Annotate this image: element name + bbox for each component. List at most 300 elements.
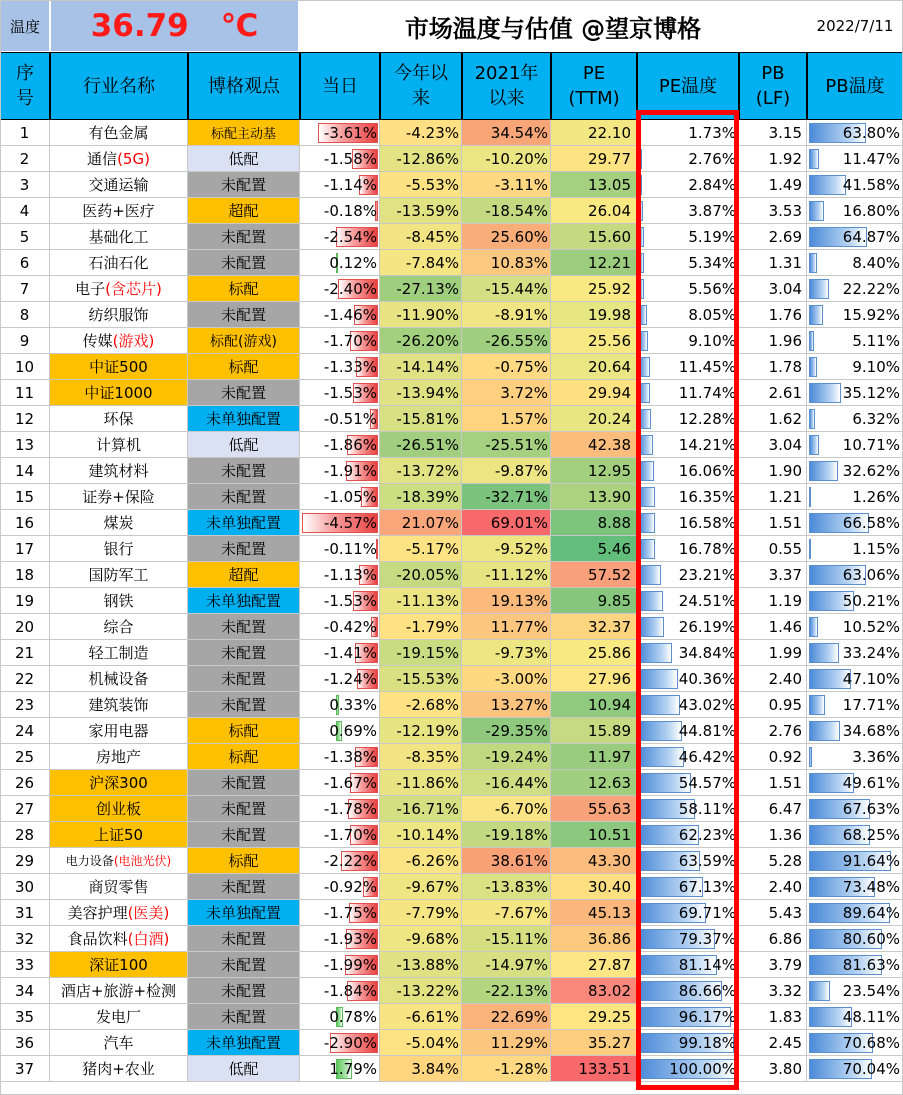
- cell-pe-ttm[interactable]: [551, 198, 637, 224]
- cell-pe-temperature[interactable]: [637, 900, 739, 926]
- cell-industry-name[interactable]: [50, 926, 188, 952]
- cell-row-number[interactable]: [0, 510, 50, 536]
- cell-since-2021[interactable]: [462, 120, 551, 146]
- cell-industry-name[interactable]: [50, 1004, 188, 1030]
- cell-industry-name[interactable]: [50, 952, 188, 978]
- cell-ytd[interactable]: [380, 536, 462, 562]
- cell-view[interactable]: [188, 328, 300, 354]
- cell-ytd[interactable]: [380, 276, 462, 302]
- cell-day-change[interactable]: [300, 146, 380, 172]
- cell-pe-temperature[interactable]: [637, 120, 739, 146]
- cell-industry-name[interactable]: [50, 120, 188, 146]
- cell-pb-lf[interactable]: [739, 458, 807, 484]
- cell-industry-name[interactable]: [50, 666, 188, 692]
- cell-pe-ttm[interactable]: [551, 666, 637, 692]
- cell-pb-temperature[interactable]: [807, 302, 903, 328]
- cell-day-change[interactable]: [300, 770, 380, 796]
- cell-view[interactable]: [188, 562, 300, 588]
- cell-row-number[interactable]: [0, 1056, 50, 1082]
- cell-pe-temperature[interactable]: [637, 458, 739, 484]
- cell-day-change[interactable]: [300, 406, 380, 432]
- cell-pe-ttm[interactable]: [551, 1030, 637, 1056]
- cell-industry-name[interactable]: [50, 744, 188, 770]
- cell-industry-name[interactable]: [50, 874, 188, 900]
- cell-pe-ttm[interactable]: [551, 146, 637, 172]
- cell-pe-temperature[interactable]: [637, 978, 739, 1004]
- cell-pb-temperature[interactable]: [807, 250, 903, 276]
- cell-row-number[interactable]: [0, 302, 50, 328]
- cell-view[interactable]: [188, 302, 300, 328]
- cell-row-number[interactable]: [0, 978, 50, 1004]
- cell-day-change[interactable]: [300, 588, 380, 614]
- cell-pe-ttm[interactable]: [551, 1004, 637, 1030]
- cell-view[interactable]: [188, 380, 300, 406]
- column-header-col-industry[interactable]: [50, 52, 188, 120]
- cell-pb-temperature[interactable]: [807, 744, 903, 770]
- cell-since-2021[interactable]: [462, 666, 551, 692]
- cell-pb-temperature[interactable]: [807, 822, 903, 848]
- cell-pb-temperature[interactable]: [807, 692, 903, 718]
- cell-ytd[interactable]: [380, 146, 462, 172]
- cell-view[interactable]: [188, 874, 300, 900]
- cell-industry-name[interactable]: [50, 224, 188, 250]
- cell-pe-temperature[interactable]: [637, 146, 739, 172]
- cell-industry-name[interactable]: [50, 562, 188, 588]
- cell-pb-temperature[interactable]: [807, 770, 903, 796]
- cell-view[interactable]: [188, 692, 300, 718]
- sheet-title[interactable]: 市场温度与估值 @望京博格: [299, 0, 807, 52]
- cell-view[interactable]: [188, 250, 300, 276]
- cell-pe-ttm[interactable]: [551, 536, 637, 562]
- cell-pe-temperature[interactable]: [637, 640, 739, 666]
- cell-pb-lf[interactable]: [739, 978, 807, 1004]
- cell-pb-lf[interactable]: [739, 770, 807, 796]
- cell-row-number[interactable]: [0, 822, 50, 848]
- cell-row-number[interactable]: [0, 614, 50, 640]
- cell-pb-lf[interactable]: [739, 952, 807, 978]
- cell-industry-name[interactable]: [50, 406, 188, 432]
- cell-ytd[interactable]: [380, 692, 462, 718]
- cell-ytd[interactable]: [380, 744, 462, 770]
- cell-day-change[interactable]: [300, 328, 380, 354]
- cell-row-number[interactable]: [0, 458, 50, 484]
- cell-pe-temperature[interactable]: [637, 796, 739, 822]
- cell-since-2021[interactable]: [462, 302, 551, 328]
- cell-pe-ttm[interactable]: [551, 380, 637, 406]
- cell-pb-lf[interactable]: [739, 536, 807, 562]
- cell-day-change[interactable]: [300, 198, 380, 224]
- cell-pe-ttm[interactable]: [551, 458, 637, 484]
- cell-pb-lf[interactable]: [739, 562, 807, 588]
- cell-pb-temperature[interactable]: [807, 172, 903, 198]
- cell-view[interactable]: [188, 146, 300, 172]
- cell-industry-name[interactable]: [50, 822, 188, 848]
- cell-pe-temperature[interactable]: [637, 1056, 739, 1082]
- cell-row-number[interactable]: [0, 354, 50, 380]
- cell-row-number[interactable]: [0, 406, 50, 432]
- cell-view[interactable]: [188, 952, 300, 978]
- cell-ytd[interactable]: [380, 354, 462, 380]
- cell-ytd[interactable]: [380, 458, 462, 484]
- cell-pe-ttm[interactable]: [551, 588, 637, 614]
- cell-since-2021[interactable]: [462, 562, 551, 588]
- cell-pe-temperature[interactable]: [637, 874, 739, 900]
- cell-view[interactable]: [188, 354, 300, 380]
- cell-view[interactable]: [188, 224, 300, 250]
- cell-view[interactable]: [188, 796, 300, 822]
- cell-view[interactable]: [188, 614, 300, 640]
- cell-since-2021[interactable]: [462, 432, 551, 458]
- cell-pb-temperature[interactable]: [807, 432, 903, 458]
- cell-pb-temperature[interactable]: [807, 510, 903, 536]
- cell-view[interactable]: [188, 510, 300, 536]
- cell-pb-temperature[interactable]: [807, 978, 903, 1004]
- cell-pe-ttm[interactable]: [551, 952, 637, 978]
- cell-since-2021[interactable]: [462, 354, 551, 380]
- cell-industry-name[interactable]: [50, 250, 188, 276]
- cell-row-number[interactable]: [0, 562, 50, 588]
- cell-pe-temperature[interactable]: [637, 302, 739, 328]
- cell-pe-temperature[interactable]: [637, 926, 739, 952]
- cell-pe-temperature[interactable]: [637, 510, 739, 536]
- cell-pb-temperature[interactable]: [807, 380, 903, 406]
- cell-view[interactable]: [188, 640, 300, 666]
- cell-view[interactable]: [188, 198, 300, 224]
- cell-since-2021[interactable]: [462, 588, 551, 614]
- cell-pe-ttm[interactable]: [551, 900, 637, 926]
- cell-view[interactable]: [188, 978, 300, 1004]
- cell-ytd[interactable]: [380, 510, 462, 536]
- cell-industry-name[interactable]: [50, 198, 188, 224]
- cell-day-change[interactable]: [300, 848, 380, 874]
- cell-pb-lf[interactable]: [739, 250, 807, 276]
- cell-pb-temperature[interactable]: [807, 146, 903, 172]
- cell-view[interactable]: [188, 406, 300, 432]
- cell-industry-name[interactable]: [50, 510, 188, 536]
- cell-day-change[interactable]: [300, 952, 380, 978]
- cell-since-2021[interactable]: [462, 484, 551, 510]
- cell-industry-name[interactable]: [50, 536, 188, 562]
- cell-day-change[interactable]: [300, 120, 380, 146]
- cell-pb-lf[interactable]: [739, 822, 807, 848]
- cell-industry-name[interactable]: [50, 328, 188, 354]
- cell-day-change[interactable]: [300, 484, 380, 510]
- cell-pe-ttm[interactable]: [551, 562, 637, 588]
- cell-since-2021[interactable]: [462, 1004, 551, 1030]
- cell-pb-lf[interactable]: [739, 198, 807, 224]
- cell-day-change[interactable]: [300, 614, 380, 640]
- cell-since-2021[interactable]: [462, 510, 551, 536]
- cell-pe-temperature[interactable]: [637, 354, 739, 380]
- cell-day-change[interactable]: [300, 796, 380, 822]
- cell-day-change[interactable]: [300, 718, 380, 744]
- cell-row-number[interactable]: [0, 640, 50, 666]
- cell-since-2021[interactable]: [462, 822, 551, 848]
- cell-industry-name[interactable]: [50, 354, 188, 380]
- cell-view[interactable]: [188, 848, 300, 874]
- cell-day-change[interactable]: [300, 822, 380, 848]
- column-header-col-view[interactable]: [188, 52, 300, 120]
- cell-since-2021[interactable]: [462, 328, 551, 354]
- cell-industry-name[interactable]: [50, 588, 188, 614]
- cell-day-change[interactable]: [300, 458, 380, 484]
- column-header-col-pb-lf[interactable]: [739, 52, 807, 120]
- cell-since-2021[interactable]: [462, 718, 551, 744]
- cell-ytd[interactable]: [380, 770, 462, 796]
- cell-industry-name[interactable]: [50, 978, 188, 1004]
- cell-ytd[interactable]: [380, 250, 462, 276]
- cell-day-change[interactable]: [300, 666, 380, 692]
- cell-industry-name[interactable]: [50, 796, 188, 822]
- cell-pe-temperature[interactable]: [637, 744, 739, 770]
- column-header-col-pe-ttm[interactable]: [551, 52, 637, 120]
- cell-pe-temperature[interactable]: [637, 172, 739, 198]
- cell-row-number[interactable]: [0, 718, 50, 744]
- cell-pb-temperature[interactable]: [807, 328, 903, 354]
- cell-ytd[interactable]: [380, 380, 462, 406]
- column-header-col-pb-temperature[interactable]: [807, 52, 903, 120]
- cell-pe-ttm[interactable]: [551, 328, 637, 354]
- cell-pe-ttm[interactable]: [551, 796, 637, 822]
- cell-since-2021[interactable]: [462, 848, 551, 874]
- cell-pb-lf[interactable]: [739, 432, 807, 458]
- cell-industry-name[interactable]: [50, 1056, 188, 1082]
- cell-ytd[interactable]: [380, 666, 462, 692]
- cell-ytd[interactable]: [380, 874, 462, 900]
- cell-ytd[interactable]: [380, 900, 462, 926]
- cell-pb-lf[interactable]: [739, 510, 807, 536]
- cell-pe-ttm[interactable]: [551, 250, 637, 276]
- cell-view[interactable]: [188, 588, 300, 614]
- cell-pe-ttm[interactable]: [551, 926, 637, 952]
- cell-pe-temperature[interactable]: [637, 276, 739, 302]
- cell-pe-temperature[interactable]: [637, 848, 739, 874]
- cell-pe-temperature[interactable]: [637, 484, 739, 510]
- cell-ytd[interactable]: [380, 484, 462, 510]
- cell-pb-temperature[interactable]: [807, 588, 903, 614]
- cell-day-change[interactable]: [300, 926, 380, 952]
- cell-pe-temperature[interactable]: [637, 250, 739, 276]
- cell-pb-temperature[interactable]: [807, 874, 903, 900]
- cell-industry-name[interactable]: [50, 172, 188, 198]
- cell-ytd[interactable]: [380, 172, 462, 198]
- cell-row-number[interactable]: [0, 328, 50, 354]
- column-header-col-ytd[interactable]: [380, 52, 462, 120]
- cell-row-number[interactable]: [0, 926, 50, 952]
- cell-pe-ttm[interactable]: [551, 822, 637, 848]
- cell-industry-name[interactable]: [50, 692, 188, 718]
- cell-row-number[interactable]: [0, 1030, 50, 1056]
- cell-view[interactable]: [188, 484, 300, 510]
- cell-pb-lf[interactable]: [739, 796, 807, 822]
- cell-view[interactable]: [188, 822, 300, 848]
- cell-industry-name[interactable]: [50, 432, 188, 458]
- column-header-col-pe-temperature[interactable]: [637, 52, 739, 120]
- cell-pb-lf[interactable]: [739, 900, 807, 926]
- cell-day-change[interactable]: [300, 302, 380, 328]
- cell-row-number[interactable]: [0, 276, 50, 302]
- cell-industry-name[interactable]: [50, 640, 188, 666]
- cell-pe-ttm[interactable]: [551, 354, 637, 380]
- cell-pb-lf[interactable]: [739, 718, 807, 744]
- cell-pe-ttm[interactable]: [551, 302, 637, 328]
- cell-row-number[interactable]: [0, 796, 50, 822]
- cell-pb-temperature[interactable]: [807, 198, 903, 224]
- cell-industry-name[interactable]: [50, 614, 188, 640]
- cell-industry-name[interactable]: [50, 302, 188, 328]
- cell-ytd[interactable]: [380, 1030, 462, 1056]
- cell-pb-lf[interactable]: [739, 328, 807, 354]
- cell-since-2021[interactable]: [462, 640, 551, 666]
- cell-industry-name[interactable]: [50, 718, 188, 744]
- cell-pb-temperature[interactable]: [807, 614, 903, 640]
- cell-pe-ttm[interactable]: [551, 224, 637, 250]
- cell-pe-temperature[interactable]: [637, 822, 739, 848]
- cell-pe-temperature[interactable]: [637, 198, 739, 224]
- cell-since-2021[interactable]: [462, 380, 551, 406]
- report-date[interactable]: 2022/7/11: [807, 0, 903, 52]
- cell-row-number[interactable]: [0, 900, 50, 926]
- cell-ytd[interactable]: [380, 562, 462, 588]
- cell-view[interactable]: [188, 536, 300, 562]
- cell-ytd[interactable]: [380, 640, 462, 666]
- cell-pb-temperature[interactable]: [807, 900, 903, 926]
- cell-day-change[interactable]: [300, 1030, 380, 1056]
- cell-ytd[interactable]: [380, 718, 462, 744]
- cell-pe-ttm[interactable]: [551, 510, 637, 536]
- cell-since-2021[interactable]: [462, 146, 551, 172]
- cell-day-change[interactable]: [300, 224, 380, 250]
- cell-day-change[interactable]: [300, 874, 380, 900]
- cell-pb-lf[interactable]: [739, 406, 807, 432]
- cell-industry-name[interactable]: [50, 900, 188, 926]
- cell-view[interactable]: [188, 1056, 300, 1082]
- cell-ytd[interactable]: [380, 224, 462, 250]
- cell-pb-temperature[interactable]: [807, 276, 903, 302]
- cell-pb-lf[interactable]: [739, 1030, 807, 1056]
- cell-view[interactable]: [188, 276, 300, 302]
- cell-pe-temperature[interactable]: [637, 432, 739, 458]
- cell-pb-lf[interactable]: [739, 484, 807, 510]
- cell-view[interactable]: [188, 120, 300, 146]
- cell-row-number[interactable]: [0, 224, 50, 250]
- cell-day-change[interactable]: [300, 250, 380, 276]
- cell-view[interactable]: [188, 770, 300, 796]
- cell-ytd[interactable]: [380, 432, 462, 458]
- cell-industry-name[interactable]: [50, 458, 188, 484]
- cell-pb-lf[interactable]: [739, 146, 807, 172]
- cell-ytd[interactable]: [380, 822, 462, 848]
- cell-since-2021[interactable]: [462, 406, 551, 432]
- cell-industry-name[interactable]: [50, 146, 188, 172]
- cell-pe-temperature[interactable]: [637, 562, 739, 588]
- cell-view[interactable]: [188, 926, 300, 952]
- cell-pb-lf[interactable]: [739, 692, 807, 718]
- cell-row-number[interactable]: [0, 120, 50, 146]
- cell-row-number[interactable]: [0, 484, 50, 510]
- cell-since-2021[interactable]: [462, 198, 551, 224]
- cell-since-2021[interactable]: [462, 250, 551, 276]
- cell-pe-ttm[interactable]: [551, 1056, 637, 1082]
- cell-since-2021[interactable]: [462, 224, 551, 250]
- cell-pe-ttm[interactable]: [551, 432, 637, 458]
- cell-since-2021[interactable]: [462, 926, 551, 952]
- cell-view[interactable]: [188, 718, 300, 744]
- cell-pb-temperature[interactable]: [807, 926, 903, 952]
- cell-view[interactable]: [188, 666, 300, 692]
- column-header-col-since-2021[interactable]: [462, 52, 551, 120]
- cell-pe-ttm[interactable]: [551, 770, 637, 796]
- cell-pe-ttm[interactable]: [551, 744, 637, 770]
- cell-day-change[interactable]: [300, 380, 380, 406]
- cell-row-number[interactable]: [0, 146, 50, 172]
- cell-day-change[interactable]: [300, 1056, 380, 1082]
- cell-ytd[interactable]: [380, 952, 462, 978]
- cell-pb-temperature[interactable]: [807, 484, 903, 510]
- cell-day-change[interactable]: [300, 640, 380, 666]
- cell-pe-temperature[interactable]: [637, 952, 739, 978]
- column-header-col-day[interactable]: [300, 52, 380, 120]
- cell-pb-lf[interactable]: [739, 380, 807, 406]
- cell-row-number[interactable]: [0, 198, 50, 224]
- cell-pe-ttm[interactable]: [551, 172, 637, 198]
- cell-industry-name[interactable]: [50, 1030, 188, 1056]
- cell-pb-temperature[interactable]: [807, 848, 903, 874]
- cell-day-change[interactable]: [300, 900, 380, 926]
- cell-ytd[interactable]: [380, 406, 462, 432]
- cell-ytd[interactable]: [380, 796, 462, 822]
- cell-pe-temperature[interactable]: [637, 692, 739, 718]
- cell-pe-temperature[interactable]: [637, 666, 739, 692]
- cell-row-number[interactable]: [0, 432, 50, 458]
- cell-pb-lf[interactable]: [739, 1004, 807, 1030]
- cell-industry-name[interactable]: [50, 276, 188, 302]
- cell-since-2021[interactable]: [462, 874, 551, 900]
- cell-row-number[interactable]: [0, 770, 50, 796]
- cell-row-number[interactable]: [0, 250, 50, 276]
- cell-row-number[interactable]: [0, 1004, 50, 1030]
- cell-since-2021[interactable]: [462, 978, 551, 1004]
- cell-pb-lf[interactable]: [739, 614, 807, 640]
- cell-pb-lf[interactable]: [739, 172, 807, 198]
- cell-since-2021[interactable]: [462, 770, 551, 796]
- cell-ytd[interactable]: [380, 1056, 462, 1082]
- cell-row-number[interactable]: [0, 848, 50, 874]
- cell-pb-temperature[interactable]: [807, 1030, 903, 1056]
- cell-since-2021[interactable]: [462, 952, 551, 978]
- cell-pe-temperature[interactable]: [637, 224, 739, 250]
- cell-since-2021[interactable]: [462, 1056, 551, 1082]
- cell-pb-temperature[interactable]: [807, 666, 903, 692]
- cell-industry-name[interactable]: [50, 848, 188, 874]
- cell-day-change[interactable]: [300, 1004, 380, 1030]
- cell-view[interactable]: [188, 172, 300, 198]
- cell-pe-temperature[interactable]: [637, 406, 739, 432]
- cell-since-2021[interactable]: [462, 744, 551, 770]
- cell-pb-lf[interactable]: [739, 874, 807, 900]
- temperature-value-cell[interactable]: [50, 0, 299, 52]
- cell-pe-ttm[interactable]: [551, 276, 637, 302]
- cell-pe-ttm[interactable]: [551, 640, 637, 666]
- cell-ytd[interactable]: [380, 328, 462, 354]
- cell-pb-temperature[interactable]: [807, 1004, 903, 1030]
- cell-pe-temperature[interactable]: [637, 718, 739, 744]
- cell-day-change[interactable]: [300, 172, 380, 198]
- cell-row-number[interactable]: [0, 172, 50, 198]
- cell-row-number[interactable]: [0, 874, 50, 900]
- cell-since-2021[interactable]: [462, 172, 551, 198]
- cell-day-change[interactable]: [300, 276, 380, 302]
